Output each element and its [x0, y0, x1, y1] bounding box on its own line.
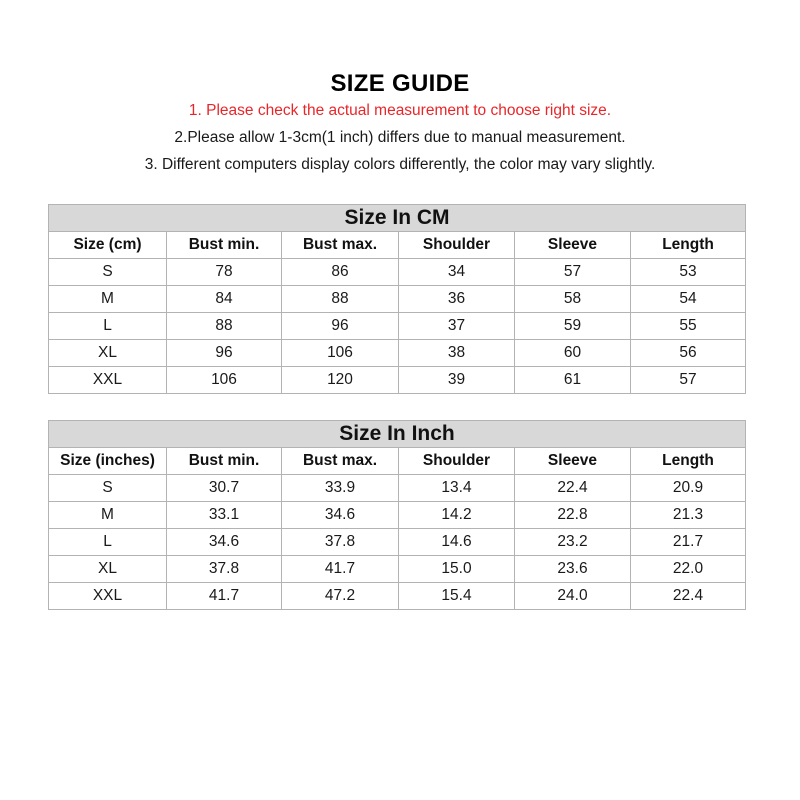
- table-row: [49, 367, 746, 394]
- table-cell: 37.8: [167, 556, 282, 583]
- table-cell: L: [49, 313, 167, 340]
- table-row: [49, 475, 746, 502]
- table-cell: 15.4: [399, 583, 515, 610]
- table-row: [49, 313, 746, 340]
- column-header: Bust min.: [167, 448, 282, 475]
- table-cell: L: [49, 529, 167, 556]
- table-row: [49, 583, 746, 610]
- table-header-row: [49, 448, 746, 475]
- column-header: Length: [631, 232, 746, 259]
- table-cell: 33.9: [282, 475, 399, 502]
- table-cell: 13.4: [399, 475, 515, 502]
- table-cell: 55: [631, 313, 746, 340]
- table-cell: M: [49, 502, 167, 529]
- table-cell: 23.6: [515, 556, 631, 583]
- table-cell: 88: [282, 286, 399, 313]
- table-cell: 33.1: [167, 502, 282, 529]
- table-cell: 23.2: [515, 529, 631, 556]
- table-cell: XXL: [49, 583, 167, 610]
- table-cell: 38: [399, 340, 515, 367]
- table-cell: XL: [49, 340, 167, 367]
- note-measurement: 1. Please check the actual measurement to choose right size.: [188, 102, 612, 119]
- table-cell: 58: [515, 286, 631, 313]
- table-caption: Size In CM: [49, 205, 746, 232]
- table-cell: 22.4: [631, 583, 746, 610]
- table-cell: 61: [515, 367, 631, 394]
- column-header: Shoulder: [399, 448, 515, 475]
- table-cell: 39: [399, 367, 515, 394]
- note-tolerance: 2.Please allow 1-3cm(1 inch) differs due to manual measurement.: [174, 129, 626, 146]
- column-header: Bust max.: [282, 448, 399, 475]
- table-caption: Size In Inch: [49, 421, 746, 448]
- table-cell: 59: [515, 313, 631, 340]
- table-cell: 14.2: [399, 502, 515, 529]
- table-cell: 54: [631, 286, 746, 313]
- table-cell: 41.7: [282, 556, 399, 583]
- table-cell: 86: [282, 259, 399, 286]
- table-cell: 22.0: [631, 556, 746, 583]
- table-cell: 34.6: [282, 502, 399, 529]
- table-cell: 37.8: [282, 529, 399, 556]
- table-cell: 53: [631, 259, 746, 286]
- column-header: Size (inches): [49, 448, 167, 475]
- table-cell: 21.3: [631, 502, 746, 529]
- column-header: Length: [631, 448, 746, 475]
- table-cell: 21.7: [631, 529, 746, 556]
- table-cell: 22.8: [515, 502, 631, 529]
- table-cell: 37: [399, 313, 515, 340]
- page-title: SIZE GUIDE: [330, 70, 470, 97]
- table-cell: S: [49, 475, 167, 502]
- table-cell: 88: [167, 313, 282, 340]
- column-header: Sleeve: [515, 232, 631, 259]
- table-cell: 106: [167, 367, 282, 394]
- table-cell: 30.7: [167, 475, 282, 502]
- table-cell: 36: [399, 286, 515, 313]
- table-cell: 78: [167, 259, 282, 286]
- table-cell: 96: [282, 313, 399, 340]
- table-row: [49, 529, 746, 556]
- table-caption-row: [49, 421, 746, 448]
- table-cell: XXL: [49, 367, 167, 394]
- table-cell: 41.7: [167, 583, 282, 610]
- table-row: [49, 259, 746, 286]
- table-cell: 84: [167, 286, 282, 313]
- table-row: [49, 556, 746, 583]
- table-cell: 106: [282, 340, 399, 367]
- table-header-row: [49, 232, 746, 259]
- table-cell: 57: [515, 259, 631, 286]
- table-cell: 57: [631, 367, 746, 394]
- column-header: Bust min.: [167, 232, 282, 259]
- table-cell: 34.6: [167, 529, 282, 556]
- table-cell: S: [49, 259, 167, 286]
- table-cell: M: [49, 286, 167, 313]
- size-table-cm: [48, 204, 746, 394]
- table-row: [49, 340, 746, 367]
- column-header: Shoulder: [399, 232, 515, 259]
- table-cell: 96: [167, 340, 282, 367]
- column-header: Bust max.: [282, 232, 399, 259]
- table-cell: 20.9: [631, 475, 746, 502]
- table-cell: 120: [282, 367, 399, 394]
- table-row: [49, 286, 746, 313]
- table-cell: 47.2: [282, 583, 399, 610]
- column-header: Size (cm): [49, 232, 167, 259]
- table-row: [49, 502, 746, 529]
- table-cell: 22.4: [515, 475, 631, 502]
- table-cell: 60: [515, 340, 631, 367]
- table-cell: 34: [399, 259, 515, 286]
- table-cell: 15.0: [399, 556, 515, 583]
- table-cell: 14.6: [399, 529, 515, 556]
- size-table-inch: [48, 420, 746, 610]
- table-cell: XL: [49, 556, 167, 583]
- table-cell: 56: [631, 340, 746, 367]
- table-cell: 24.0: [515, 583, 631, 610]
- note-color: 3. Different computers display colors differently, the color may vary slightly.: [144, 156, 656, 173]
- table-caption-row: [49, 205, 746, 232]
- column-header: Sleeve: [515, 448, 631, 475]
